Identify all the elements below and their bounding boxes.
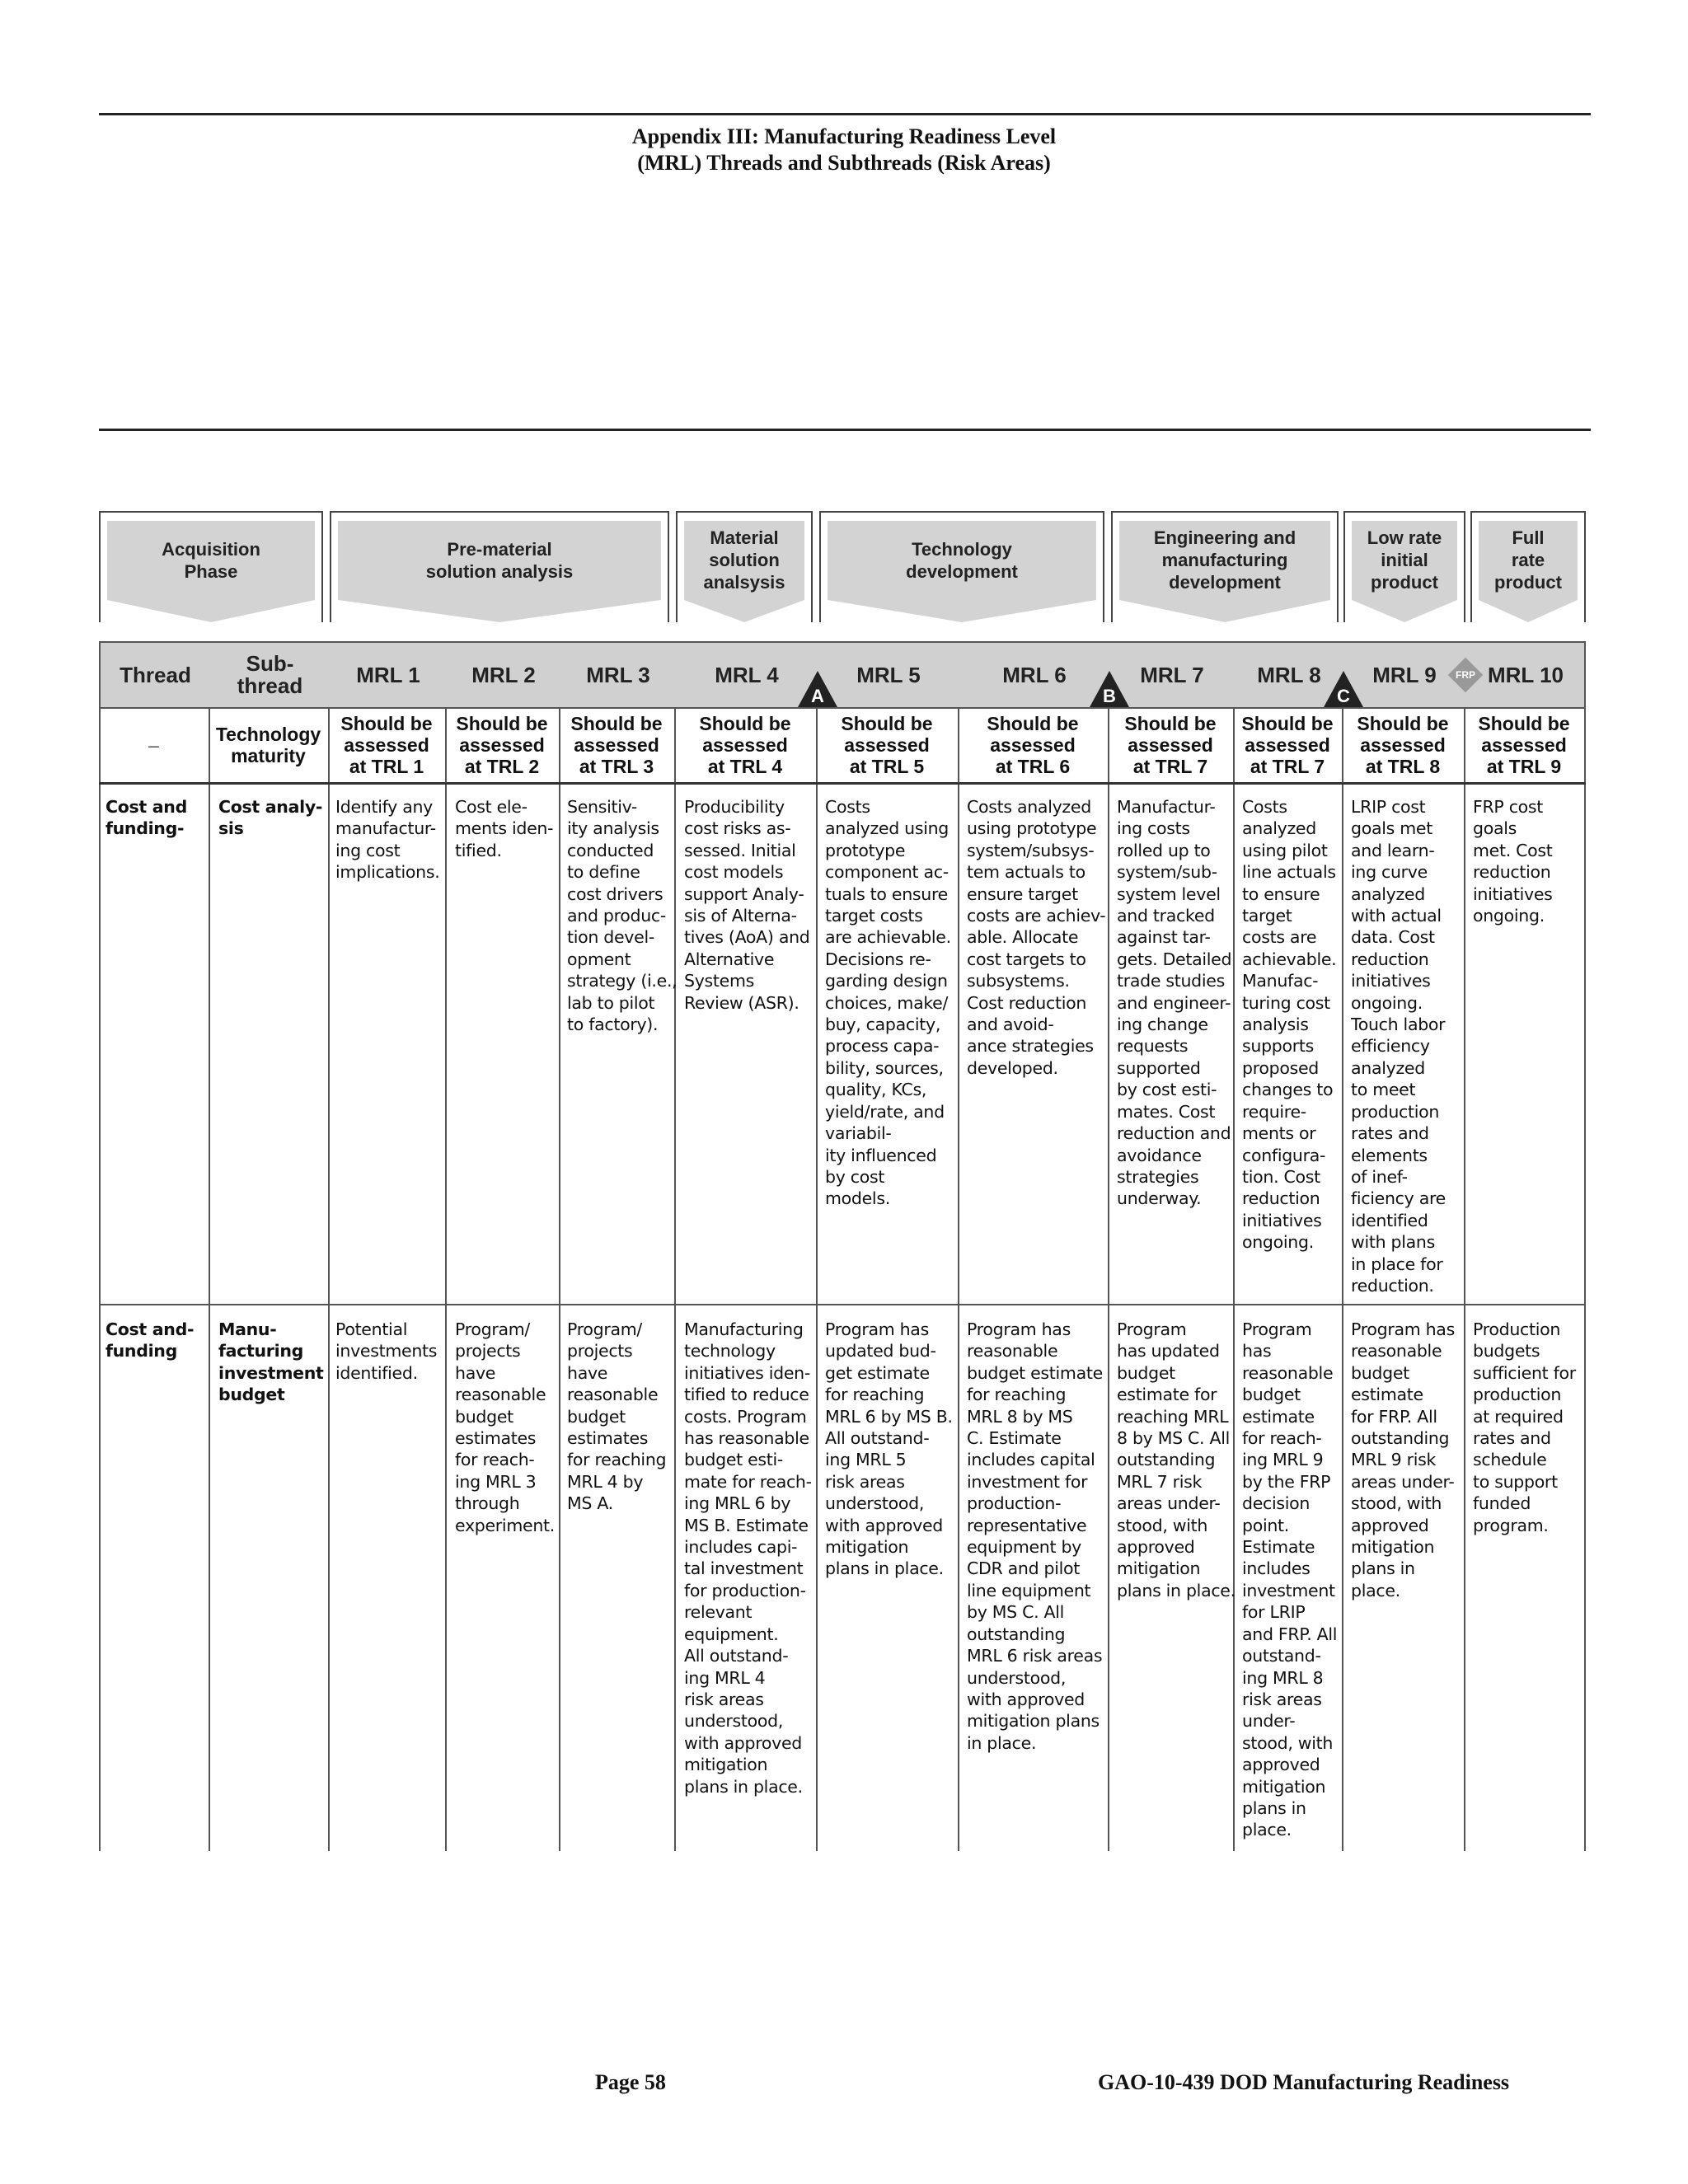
trl-cell-thread: – <box>148 734 159 756</box>
header-thread: Thread <box>120 662 191 687</box>
row-cell-mrl-3: Sensitiv- ity analysis conducted to define cost drivers and produc- tion devel- opment strategy (i.e., lab to pilot to factory). <box>567 797 678 1035</box>
phase-label: Engineering and manufacturing development <box>1153 527 1296 593</box>
trl-cell-mrl-1: Should be assessed at TRL 1 <box>340 713 433 777</box>
trl-cell-mrl-3: Should be assessed at TRL 3 <box>570 713 663 777</box>
trl-cell-mrl-10: Should be assessed at TRL 9 <box>1478 713 1570 777</box>
header-bottom-rule <box>99 429 1591 431</box>
top-rule <box>99 113 1591 115</box>
table-row-investment-budget <box>99 1307 1586 1851</box>
phase-label: Low rate initial product <box>1367 527 1442 593</box>
page-title-line2: (MRL) Threads and Subthreads (Risk Areas) <box>637 151 1051 175</box>
row-thread: Cost and funding- <box>106 797 187 839</box>
phase-acquisition <box>99 511 323 622</box>
trl-cell-mrl-4: Should be assessed at TRL 4 <box>699 713 791 777</box>
row-subthread: Manu- facturing investment budget <box>218 1319 324 1405</box>
row-cell-mrl-3: Program/ projects have reasonable budget estimates for reaching MRL 4 by MS A. <box>567 1319 667 1514</box>
page-title-line1: Appendix III: Manufacturing Readiness Level <box>631 124 1057 148</box>
row-cell-mrl-8: Costs analyzed using pilot line actuals to ensure target costs are achievable. Manufac- turing cost analysis supports proposed changes to require- ments or configura- tion. Cost reduction initiatives ongoing. <box>1242 797 1337 1253</box>
row-cell-mrl-4: Producibility cost risks as- sessed. Initial cost models support Analy- sis of Alterna- tives (AoA) and Alternative Systems Review (ASR). <box>684 797 810 1013</box>
header-mrl-8: MRL 8 <box>1257 662 1321 687</box>
frp-label: FRP <box>1456 669 1475 681</box>
header-mrl-9: MRL 9 <box>1372 662 1437 687</box>
header-mrl-2: MRL 2 <box>471 662 536 687</box>
phase-full-rate <box>1470 511 1586 622</box>
row-cell-mrl-5: Program has updated bud- get estimate for reaching MRL 6 by MS B. All outstand- ing MRL 5 risk areas understood, with approved mitigation plans in place. <box>825 1319 953 1579</box>
header-mrl-3: MRL 3 <box>586 662 650 687</box>
phase-material-solution <box>676 511 813 622</box>
header-mrl-10: MRL 10 <box>1488 662 1564 687</box>
phase-label: Technology development <box>906 538 1018 582</box>
row-cell-mrl-9: LRIP cost goals met and learn- ing curve analyzed with actual data. Cost reduction initiatives ongoing. Touch labor efficiency analyzed to meet production rates and elements of inef- ficiency are identified with plans in place for reduction. <box>1351 797 1446 1296</box>
header-mrl-7: MRL 7 <box>1140 662 1204 687</box>
trl-cell-mrl-5: Should be assessed at TRL 5 <box>841 713 933 777</box>
phase-low-rate-initial <box>1343 511 1465 622</box>
row-cell-mrl-2: Cost ele- ments iden- tified. <box>455 797 554 860</box>
header-subthread: Sub- thread <box>237 651 303 698</box>
row-thread: Cost and- funding <box>106 1319 195 1361</box>
row-cell-mrl-10: Production budgets sufficient for production at required rates and schedule to support funded program. <box>1473 1319 1576 1535</box>
trl-cell-subthread: Technology maturity <box>215 724 321 766</box>
table-row-cost-analysis <box>99 785 1586 1296</box>
row-cell-mrl-7: Manufactur- ing costs rolled up to system/sub- system level and tracked against tar- gets. Detailed trade studies and engineer- ing change requests supported by cost esti- mates. Cost reduction and avoidance strategies underway. <box>1117 797 1232 1209</box>
row-cell-mrl-6: Program has reasonable budget estimate for reaching MRL 8 by MS C. Estimate includes capital investment for production- representative equipment by CDR and pilot line equipment by MS C. All outstanding MRL 6 risk areas understood, with approved mitigation plans in place. <box>967 1319 1103 1753</box>
trl-row <box>99 709 1586 785</box>
phase-label: Full rate product <box>1494 527 1562 593</box>
milestone-c-label: C <box>1337 686 1350 706</box>
row-cell-mrl-6: Costs analyzed using prototype system/subsys- tem actuals to ensure target costs are achiev- able. Allocate cost targets to subsystems. Cost reduction and avoid- ance strategies developed. <box>967 797 1106 1078</box>
phase-label: Acquisition Phase <box>162 538 260 582</box>
phase-emd <box>1111 511 1339 622</box>
page-title <box>0 124 1688 176</box>
row-cell-mrl-5: Costs analyzed using prototype component ac- tuals to ensure target costs are achievable. Decisions re- garding design choices, make/ buy, capacity, process capa- bility, sources, quality, KCs, yield/rate, and variabil- ity influenced by cost models. <box>825 797 951 1209</box>
row-cell-mrl-1: Potential investments identified. <box>335 1319 438 1383</box>
row-cell-mrl-4: Manufacturing technology initiatives iden- tified to reduce costs. Program has reasonable budget esti- mate for reach- ing MRL 6 by MS B. Estimate includes capi- tal investment for production- relevant equipment. All outstand- ing MRL 4 risk areas understood, with approved mitigation plans in place. <box>684 1319 812 1797</box>
row-divider <box>99 1304 1586 1305</box>
row-cell-mrl-9: Program has reasonable budget estimate for FRP. All outstanding MRL 9 risk areas under- stood, with approved mitigation plans in place. <box>1351 1319 1455 1601</box>
phase-label: Pre-material solution analysis <box>425 538 574 582</box>
header-mrl-6: MRL 6 <box>1002 662 1067 687</box>
header-mrl-1: MRL 1 <box>356 662 420 687</box>
phase-label: Material solution analsysis <box>703 527 785 593</box>
milestone-a-label: A <box>811 686 824 706</box>
row-cell-mrl-8: Program has reasonable budget estimate for reach- ing MRL 9 by the FRP decision point. Estimate includes investment for LRIP and FRP. All outstand- ing MRL 8 risk areas under- stood, with approved mitigation plans in place. <box>1242 1319 1338 1840</box>
phase-pre-material <box>330 511 669 622</box>
row-cell-mrl-2: Program/ projects have reasonable budget estimates for reach- ing MRL 3 through experiment. <box>455 1319 555 1535</box>
trl-cell-mrl-7: Should be assessed at TRL 7 <box>1124 713 1217 777</box>
row-subthread: Cost analy- sis <box>218 797 323 839</box>
header-mrl-4: MRL 4 <box>715 662 779 687</box>
phase-technology-development <box>819 511 1104 622</box>
milestone-b-label: B <box>1103 686 1116 706</box>
mrl-header-row <box>99 641 1586 709</box>
trl-cell-mrl-2: Should be assessed at TRL 2 <box>456 713 548 777</box>
trl-cell-mrl-6: Should be assessed at TRL 6 <box>987 713 1079 777</box>
trl-cell-mrl-9: Should be assessed at TRL 8 <box>1357 713 1449 777</box>
footer-report-id: GAO-10-439 DOD Manufacturing Readiness <box>1098 2070 1510 2094</box>
row-cell-mrl-1: Identify any manufactur- ing cost implications. <box>335 797 440 883</box>
header-mrl-5: MRL 5 <box>856 662 921 687</box>
trl-cell-mrl-8: Should be assessed at TRL 7 <box>1241 713 1334 777</box>
row-cell-mrl-10: FRP cost goals met. Cost reduction initiatives ongoing. <box>1473 797 1553 926</box>
row-cell-mrl-7: Program has updated budget estimate for reaching MRL 8 by MS C. All outstanding MRL 7 risk areas under- stood, with approved mitigation plans in place. <box>1117 1319 1236 1601</box>
footer-page-number: Page 58 <box>595 2070 666 2094</box>
